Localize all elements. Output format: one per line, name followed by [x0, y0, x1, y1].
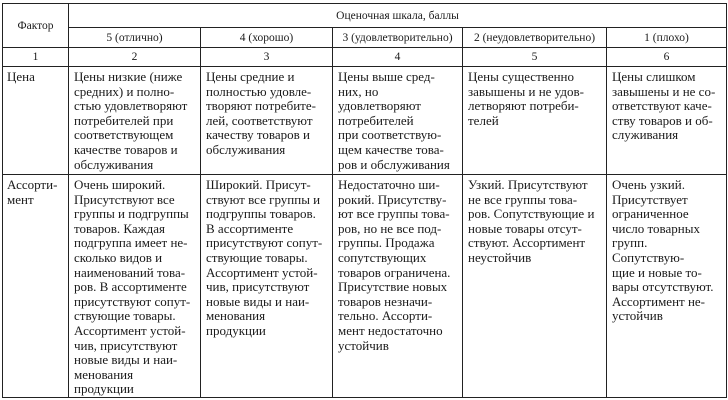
- cell-text: Очень узкий. Присутствует ограниченное число товарных групп. Сопутствую- щие и новые то- вары отсутствуют. Ассортимент не- устойчив: [612, 177, 714, 324]
- cell-text: Очень широкий. Присутствуют все группы и подгруппы товаров. Каждая подгруппа имеет не- сколько видов и наименований това- ров. В ассортименте присутствуют сопут- ствующие товары. Ассортимент устой- чив, присутствуют новые виды и наи- менования продукции: [74, 177, 191, 397]
- cell-text: Широкий. Присут- ствуют все группы и подгруппы товаров. В ассортименте присутствуют сопут- ствующие товары. Ассортимент устой- чив, присутствуют новые виды и наи- менования продукции: [206, 177, 323, 338]
- factor-cell: [3, 175, 69, 398]
- cell-text: Недостаточно ши- рокий. Присутству- ют все группы това- ров, но не все под- группы. Продажа сопутствующих товаров ограничена. Присутствие новых товаров незначи- тельно. Ассорти- мент недостаточно устойчив: [338, 177, 451, 353]
- table-cell: [463, 67, 607, 175]
- factor-cell: [3, 67, 69, 175]
- column-number: 5: [463, 48, 607, 67]
- table-row-price: [3, 67, 727, 175]
- cell-text: Цены средние и полностью удовле- творяют потребите- лей, соответствуют качеству товаров и обслуживания: [206, 69, 316, 157]
- table-cell: [201, 175, 333, 398]
- grade-5-header: 5 (отлично): [69, 28, 201, 48]
- grade-3-header: 3 (удовлетворительно): [333, 28, 463, 48]
- grade-4-header: 4 (хорошо): [201, 28, 333, 48]
- column-number: 2: [69, 48, 201, 67]
- table-cell: [463, 175, 607, 398]
- factor-header: Фактор: [3, 4, 69, 48]
- table-row-assortment: [3, 175, 727, 398]
- factor-label: Цена: [7, 69, 35, 84]
- cell-text: Цены слишком завышены и не со- ответствуют каче- ству товаров и об- служивания: [612, 69, 716, 143]
- scale-header: Оценочная шкала, баллы: [69, 4, 727, 28]
- grade-2-header: 2 (неудовлетворительно): [463, 28, 607, 48]
- grade-1-header: 1 (плохо): [607, 28, 727, 48]
- table-cell: [607, 67, 727, 175]
- cell-text: Цены выше сред- них, но удовлетворяют потребителей при соответствую- щем качестве това- ров и обслуживания: [338, 69, 450, 172]
- cell-text: Узкий. Присутствуют не все группы това- ров. Сопутствующие и новые товары отсут- ствуют. Ассортимент неустойчив: [468, 177, 595, 265]
- column-number: 3: [201, 48, 333, 67]
- cell-text: Цены существенно завышены и не удов- летворяют потреби- телей: [468, 69, 584, 128]
- column-number: 4: [333, 48, 463, 67]
- factor-label: Ассорти- мент: [7, 177, 58, 207]
- column-number-row: [3, 48, 727, 67]
- table-cell: [333, 175, 463, 398]
- table-cell: [201, 67, 333, 175]
- table-cell: [333, 67, 463, 175]
- column-number: 1: [3, 48, 69, 67]
- table-cell: [69, 67, 201, 175]
- cell-text: Цены низкие (ниже средних) и полно- стью удовлетворяют потребителей при соответствующем качестве товаров и обслуживания: [74, 69, 188, 172]
- column-number: 6: [607, 48, 727, 67]
- table-cell: [607, 175, 727, 398]
- table-cell: [69, 175, 201, 398]
- rating-table: [2, 3, 727, 398]
